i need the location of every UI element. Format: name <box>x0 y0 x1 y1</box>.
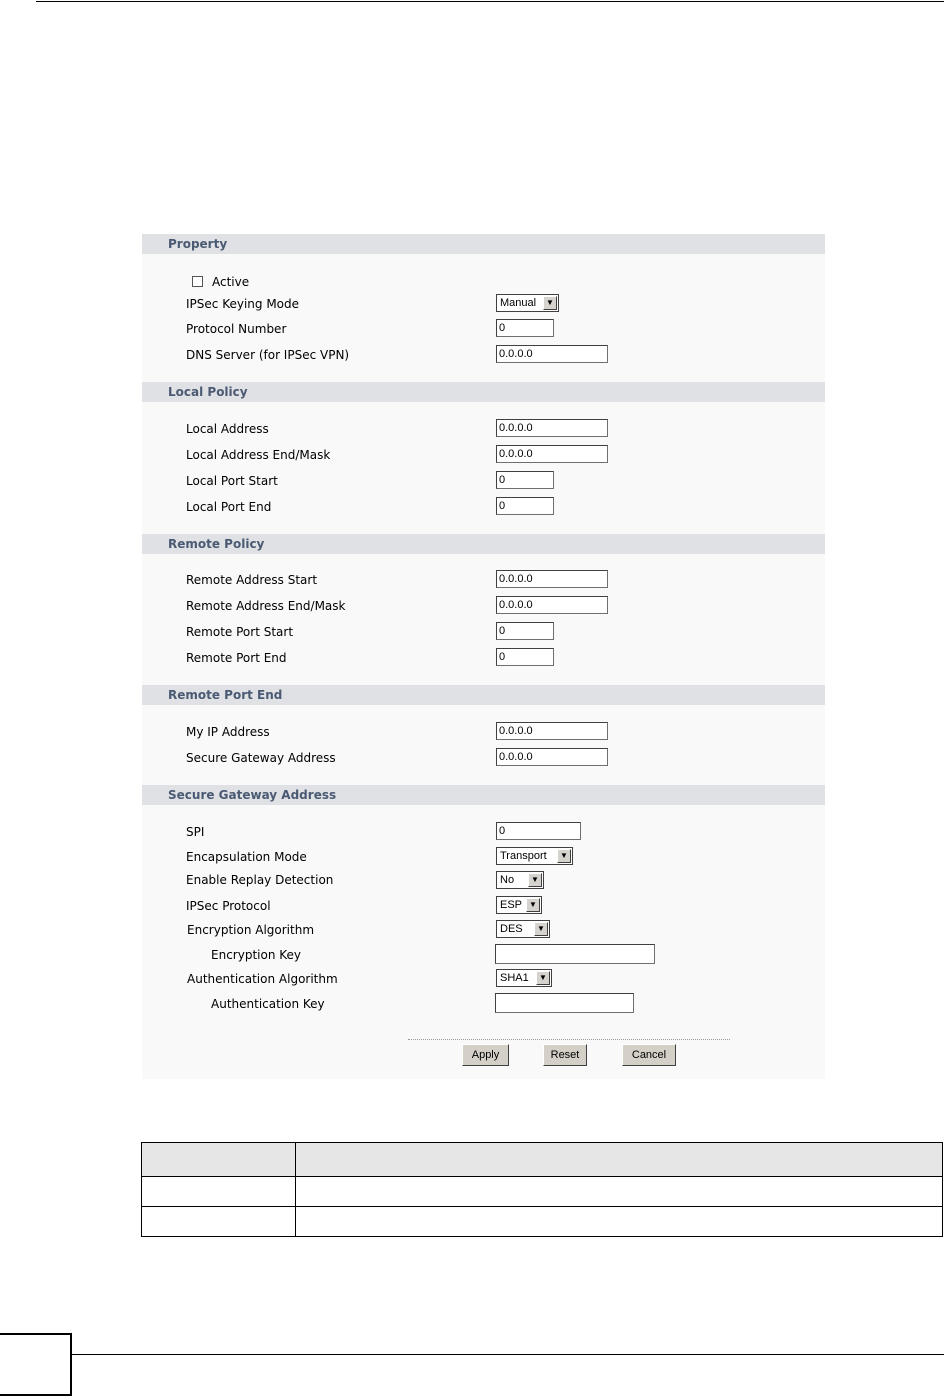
remote-address-start-input[interactable]: 0.0.0.0 <box>496 570 608 588</box>
remote-port-start-input[interactable]: 0 <box>496 622 554 640</box>
encryption-algorithm-select[interactable] <box>496 920 550 938</box>
remote-port-start-label: Remote Port Start <box>186 625 294 639</box>
remote-port-end-input[interactable]: 0 <box>496 648 554 666</box>
chevron-down-icon: ▼ <box>543 296 557 310</box>
spi-input[interactable]: 0 <box>496 822 581 840</box>
replay-detection-select[interactable] <box>496 871 544 889</box>
local-port-start-input[interactable]: 0 <box>496 471 554 489</box>
table-row <box>142 1177 943 1207</box>
local-address-label: Local Address <box>186 422 269 436</box>
local-address-end-input[interactable]: 0.0.0.0 <box>496 445 608 463</box>
table-header-cell <box>142 1143 296 1177</box>
protocol-number-label: Protocol Number <box>186 322 287 336</box>
top-rule <box>36 1 944 2</box>
local-address-input[interactable]: 0.0.0.0 <box>496 419 608 437</box>
description-table <box>141 1142 943 1237</box>
apply-button[interactable]: Apply <box>462 1044 509 1066</box>
local-port-end-input[interactable]: 0 <box>496 497 554 515</box>
section-header-local-policy: Local Policy <box>142 382 825 402</box>
keying-mode-label: IPSec Keying Mode <box>186 297 300 311</box>
encryption-algorithm-value: DES <box>500 923 523 935</box>
section-header-secure-gateway: Secure Gateway Address <box>142 785 825 805</box>
table-cell <box>142 1207 296 1237</box>
table-header-cell <box>296 1143 943 1177</box>
active-label: Active <box>212 275 250 289</box>
spi-label: SPI <box>186 825 205 839</box>
table-cell <box>296 1177 943 1207</box>
secure-gw-address-label: Secure Gateway Address <box>186 751 336 765</box>
remote-port-end-label: Remote Port End <box>186 651 287 665</box>
page-number-box <box>0 1333 72 1396</box>
chevron-down-icon: ▼ <box>536 971 550 985</box>
keying-mode-value: Manual <box>500 297 537 309</box>
local-address-end-label: Local Address End/Mask <box>186 448 331 462</box>
secure-gw-address-input[interactable]: 0.0.0.0 <box>496 748 608 766</box>
encapsulation-mode-select[interactable] <box>496 847 573 865</box>
section-header-property: Property <box>142 234 825 254</box>
table-cell <box>142 1177 296 1207</box>
encryption-key-input[interactable] <box>495 944 655 964</box>
ipsec-protocol-value: ESP <box>500 899 523 911</box>
keying-mode-select[interactable] <box>496 294 559 312</box>
authentication-algorithm-label: Authentication Algorithm <box>187 972 338 986</box>
local-port-end-label: Local Port End <box>186 500 272 514</box>
authentication-key-label: Authentication Key <box>211 997 325 1011</box>
dns-server-label: DNS Server (for IPSec VPN) <box>186 348 350 362</box>
my-ip-input[interactable]: 0.0.0.0 <box>496 722 608 740</box>
local-port-start-label: Local Port Start <box>186 474 278 488</box>
authentication-algorithm-value: SHA1 <box>500 972 529 984</box>
encryption-key-label: Encryption Key <box>211 948 301 962</box>
encapsulation-mode-value: Transport <box>500 850 547 862</box>
authentication-algorithm-select[interactable] <box>496 969 552 987</box>
cancel-button[interactable]: Cancel <box>622 1044 676 1066</box>
ipsec-protocol-label: IPSec Protocol <box>186 899 271 913</box>
table-cell <box>296 1207 943 1237</box>
chevron-down-icon: ▼ <box>534 922 548 936</box>
remote-address-end-label: Remote Address End/Mask <box>186 599 346 613</box>
table-header-row <box>142 1143 943 1177</box>
dns-server-input[interactable]: 0.0.0.0 <box>496 345 608 363</box>
chevron-down-icon: ▼ <box>526 898 540 912</box>
remote-address-end-input[interactable]: 0.0.0.0 <box>496 596 608 614</box>
chevron-down-icon: ▼ <box>528 873 542 887</box>
replay-detection-label: Enable Replay Detection <box>186 873 334 887</box>
button-divider <box>408 1039 730 1040</box>
active-checkbox[interactable] <box>192 276 203 287</box>
reset-button[interactable]: Reset <box>543 1044 587 1066</box>
my-ip-label: My IP Address <box>186 725 270 739</box>
table-row <box>142 1207 943 1237</box>
section-header-remote-port-end: Remote Port End <box>142 685 825 705</box>
encapsulation-mode-label: Encapsulation Mode <box>186 850 307 864</box>
chevron-down-icon: ▼ <box>557 849 571 863</box>
encryption-algorithm-label: Encryption Algorithm <box>187 923 315 937</box>
remote-address-start-label: Remote Address Start <box>186 573 318 587</box>
ipsec-protocol-select[interactable] <box>496 896 542 914</box>
footer-rule <box>72 1354 944 1355</box>
section-header-remote-policy: Remote Policy <box>142 534 825 554</box>
authentication-key-input[interactable] <box>495 993 634 1013</box>
ipsec-settings-panel <box>142 234 825 1079</box>
replay-detection-value: No <box>500 874 515 886</box>
protocol-number-input[interactable]: 0 <box>496 319 554 337</box>
